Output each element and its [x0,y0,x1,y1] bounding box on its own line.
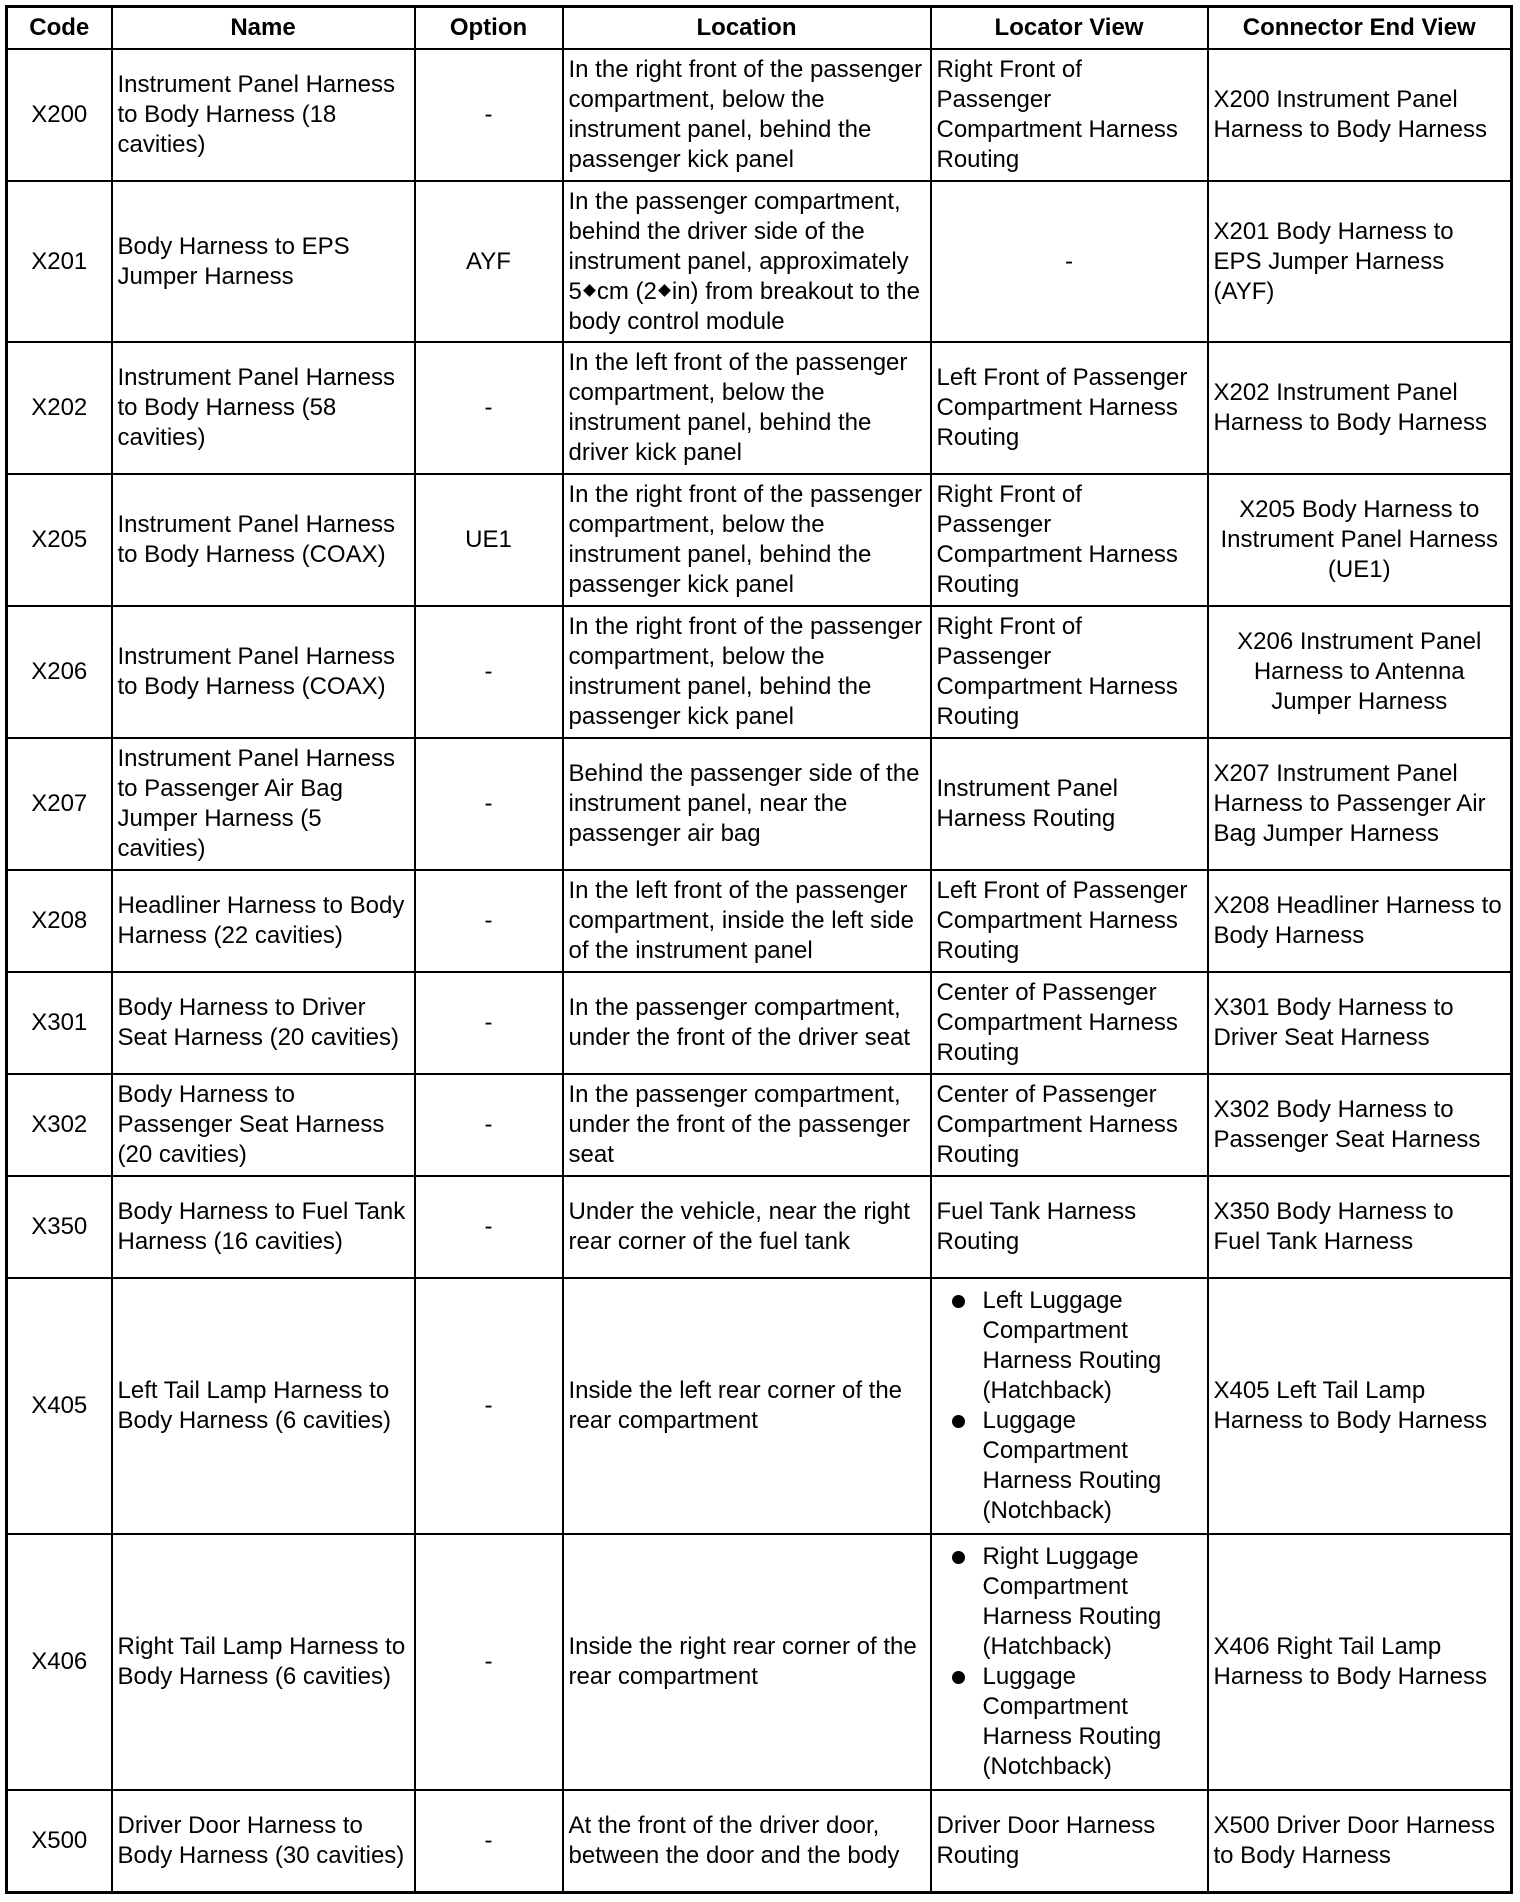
header-option: Option [415,7,563,50]
cell-connector-end-view: X205 Body Harness to Instrument Panel Harness (UE1) [1208,474,1512,606]
table-row [7,738,1512,870]
locator-bullet-list [937,1286,1202,1526]
bullet-icon [952,1671,965,1684]
locator-bullet-text: Luggage Compartment Harness Routing (Notchback) [982,1663,1162,1780]
table-row [7,342,1512,474]
cell-locator-view: Driver Door Harness Routing [931,1790,1208,1892]
header-row [7,7,1512,50]
cell-option: - [415,1278,563,1534]
cell-option: - [415,1790,563,1892]
cell-location: Inside the right rear corner of the rear compartment [563,1534,931,1790]
cell-location: In the passenger compartment, under the front of the passenger seat [563,1074,931,1176]
cell-name: Body Harness to EPS Jumper Harness [112,181,415,342]
cell-locator-view: Fuel Tank Harness Routing [931,1176,1208,1278]
table-row [7,870,1512,972]
table-row [7,606,1512,738]
cell-connector-end-view: X202 Instrument Panel Harness to Body Harness [1208,342,1512,474]
cell-connector-end-view: X500 Driver Door Harness to Body Harness [1208,1790,1512,1892]
locator-bullet-text: Right Luggage Compartment Harness Routing (Hatchback) [982,1543,1162,1660]
table-row [7,1074,1512,1176]
cell-name: Left Tail Lamp Harness to Body Harness (6 cavities) [112,1278,415,1534]
cell-location: Inside the left rear corner of the rear compartment [563,1278,931,1534]
diamond-separator-icon [658,284,671,297]
location-text-part: cm (2 [596,277,657,305]
cell-connector-end-view: X302 Body Harness to Passenger Seat Harness [1208,1074,1512,1176]
cell-code: X201 [7,181,112,342]
cell-code: X208 [7,870,112,972]
cell-connector-end-view: X208 Headliner Harness to Body Harness [1208,870,1512,972]
cell-name: Body Harness to Fuel Tank Harness (16 cavities) [112,1176,415,1278]
locator-bullet-text: Left Luggage Compartment Harness Routing (Hatchback) [982,1287,1162,1404]
cell-connector-end-view: X207 Instrument Panel Harness to Passenger Air Bag Jumper Harness [1208,738,1512,870]
cell-location: In the left front of the passenger compartment, inside the left side of the instrument panel [563,870,931,972]
cell-code: X206 [7,606,112,738]
cell-code: X302 [7,1074,112,1176]
cell-option: - [415,738,563,870]
cell-name: Body Harness to Passenger Seat Harness (20 cavities) [112,1074,415,1176]
location-text-part: in) from breakout to the body control module [568,277,920,335]
table-row [7,181,1512,342]
cell-location [563,181,931,342]
cell-option: - [415,972,563,1074]
cell-locator-view: Left Front of Passenger Compartment Harness Routing [931,870,1208,972]
cell-location: Behind the passenger side of the instrument panel, near the passenger air bag [563,738,931,870]
table-row [7,474,1512,606]
location-text-part: In the passenger compartment, behind the driver side of the instrument panel, approximately 5 [568,187,909,305]
cell-name: Body Harness to Driver Seat Harness (20 cavities) [112,972,415,1074]
cell-code: X207 [7,738,112,870]
cell-connector-end-view: X206 Instrument Panel Harness to Antenna Jumper Harness [1208,606,1512,738]
list-item [983,1406,1202,1526]
cell-location: In the left front of the passenger compartment, below the instrument panel, behind the driver kick panel [563,342,931,474]
table-row [7,1534,1512,1790]
cell-code: X405 [7,1278,112,1534]
cell-option: AYF [415,181,563,342]
cell-locator-view: Center of Passenger Compartment Harness Routing [931,972,1208,1074]
table-row [7,49,1512,181]
cell-connector-end-view: X405 Left Tail Lamp Harness to Body Harness [1208,1278,1512,1534]
cell-locator-view: Center of Passenger Compartment Harness Routing [931,1074,1208,1176]
cell-code: X406 [7,1534,112,1790]
cell-connector-end-view: X301 Body Harness to Driver Seat Harness [1208,972,1512,1074]
cell-option: - [415,1074,563,1176]
cell-name: Instrument Panel Harness to Body Harness (18 cavities) [112,49,415,181]
header-locator-view: Locator View [931,7,1208,50]
cell-code: X500 [7,1790,112,1892]
cell-connector-end-view: X200 Instrument Panel Harness to Body Harness [1208,49,1512,181]
cell-option: - [415,870,563,972]
header-location: Location [563,7,931,50]
cell-name: Right Tail Lamp Harness to Body Harness (6 cavities) [112,1534,415,1790]
cell-locator-view [931,1278,1208,1534]
bullet-icon [952,1551,965,1564]
cell-code: X202 [7,342,112,474]
cell-connector-end-view: X350 Body Harness to Fuel Tank Harness [1208,1176,1512,1278]
cell-locator-view: Right Front of Passenger Compartment Harness Routing [931,606,1208,738]
list-item [983,1662,1202,1782]
cell-name: Instrument Panel Harness to Passenger Air Bag Jumper Harness (5 cavities) [112,738,415,870]
cell-option: UE1 [415,474,563,606]
cell-location: In the right front of the passenger compartment, below the instrument panel, behind the passenger kick panel [563,606,931,738]
header-code: Code [7,7,112,50]
locator-bullet-list [937,1542,1202,1782]
cell-option: - [415,342,563,474]
locator-bullet-text: Luggage Compartment Harness Routing (Notchback) [982,1407,1162,1524]
table-row [7,1176,1512,1278]
table-row [7,972,1512,1074]
connector-table-sheet [5,5,1510,1894]
cell-locator-view: Right Front of Passenger Compartment Harness Routing [931,474,1208,606]
cell-option: - [415,49,563,181]
table-row [7,1278,1512,1534]
cell-name: Headliner Harness to Body Harness (22 cavities) [112,870,415,972]
cell-location: Under the vehicle, near the right rear corner of the fuel tank [563,1176,931,1278]
cell-locator-view [931,1534,1208,1790]
cell-locator-view: Right Front of Passenger Compartment Harness Routing [931,49,1208,181]
header-connector-end-view: Connector End View [1208,7,1512,50]
cell-location: At the front of the driver door, between the door and the body [563,1790,931,1892]
cell-locator-view: Left Front of Passenger Compartment Harness Routing [931,342,1208,474]
cell-option: - [415,606,563,738]
header-name: Name [112,7,415,50]
cell-name: Instrument Panel Harness to Body Harness (COAX) [112,474,415,606]
cell-location: In the passenger compartment, under the front of the driver seat [563,972,931,1074]
cell-locator-view: Instrument Panel Harness Routing [931,738,1208,870]
cell-location: In the right front of the passenger compartment, below the instrument panel, behind the passenger kick panel [563,474,931,606]
cell-code: X350 [7,1176,112,1278]
cell-name: Driver Door Harness to Body Harness (30 cavities) [112,1790,415,1892]
cell-code: X200 [7,49,112,181]
diamond-separator-icon [583,284,596,297]
cell-locator-view: - [931,181,1208,342]
cell-option: - [415,1176,563,1278]
connector-table [5,5,1513,1894]
bullet-icon [952,1415,965,1428]
cell-option: - [415,1534,563,1790]
bullet-icon [952,1295,965,1308]
list-item [983,1286,1202,1406]
list-item [983,1542,1202,1662]
table-row [7,1790,1512,1892]
cell-name: Instrument Panel Harness to Body Harness (58 cavities) [112,342,415,474]
cell-connector-end-view: X201 Body Harness to EPS Jumper Harness (AYF) [1208,181,1512,342]
cell-code: X301 [7,972,112,1074]
cell-connector-end-view: X406 Right Tail Lamp Harness to Body Harness [1208,1534,1512,1790]
cell-code: X205 [7,474,112,606]
cell-name: Instrument Panel Harness to Body Harness (COAX) [112,606,415,738]
cell-location: In the right front of the passenger compartment, below the instrument panel, behind the passenger kick panel [563,49,931,181]
